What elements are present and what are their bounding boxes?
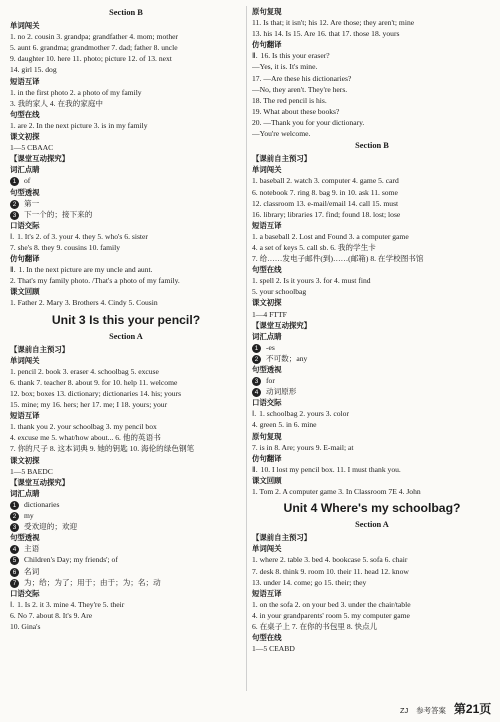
answer-line	[252, 61, 492, 72]
unit-title: Unit 3 Is this your pencil?	[51, 312, 201, 327]
answer-text: 4. a set of keys 5. call sb. 6. 我的学生卡	[252, 242, 376, 252]
answer-text: 1. are 2. In the next picture 3. is in my family	[10, 120, 148, 130]
answer-text: 19. What about these books?	[252, 106, 340, 116]
number-badge: 1	[252, 344, 261, 353]
answer-text: 2. That's my family photo. /That's a photo of my family.	[10, 276, 180, 286]
answer-text: 1. schoolbag 2. yours 3. color	[259, 409, 349, 419]
subheading: 课文初探	[10, 132, 40, 142]
answer-line	[10, 264, 242, 275]
answer-line	[10, 53, 242, 64]
answer-text: 1. It's 2. of 3. your 4. they 5. who's 6. sister	[17, 231, 148, 241]
number-badge: 1	[10, 501, 19, 510]
part-marker: Ⅰ.	[10, 231, 15, 241]
answer-line	[252, 209, 492, 220]
answer-line	[252, 84, 492, 95]
answer-text: 1—5 CBAAC	[10, 143, 54, 153]
answer-line	[252, 198, 492, 209]
answer-text: dictionaries	[24, 499, 60, 509]
section-heading: Section A	[109, 331, 143, 341]
answer-text: —No, they aren't. They're hers.	[252, 84, 348, 94]
answer-line	[10, 521, 242, 532]
subheading: 词汇点睛	[252, 331, 282, 341]
answer-text: 1. where 2. table 3. bed 4. bookcase 5. sofa 6. chair	[252, 555, 408, 565]
answer-line	[10, 599, 242, 610]
subheading: 句型透视	[252, 365, 282, 374]
answer-text: 为；给；为了；用于；由于；为；名；动	[24, 577, 161, 587]
subheading: 仿句翻译	[10, 254, 40, 264]
answer-line	[252, 175, 492, 186]
answer-text: for	[266, 376, 275, 386]
answer-text: 1. thank you 2. your schoolbag 3. my pencil box	[10, 422, 157, 432]
answer-line	[10, 577, 242, 588]
answer-text: 主语	[24, 544, 40, 554]
answer-text: 1. no 2. cousin 3. grandpa; grandfather 4. mom; mother	[10, 32, 179, 42]
subheading: 句型在线	[10, 109, 40, 119]
answer-line	[252, 353, 492, 364]
answer-line	[10, 142, 242, 153]
answer-text: 18. The red pencil is his.	[252, 95, 327, 105]
answer-text: 1—5 BAEDC	[10, 466, 53, 476]
section-heading: Section B	[355, 141, 389, 151]
subheading: 短语互译	[252, 588, 282, 598]
answer-line	[10, 610, 242, 621]
answer-text: -es	[266, 342, 275, 352]
answer-text: —You're welcome.	[252, 129, 311, 139]
answer-line	[252, 275, 492, 286]
answer-text: 7. desk 8. think 9. room 10. their 11. head 12. know	[252, 566, 409, 576]
subheading: 句型在线	[252, 265, 282, 275]
answer-text: 16. Is this your eraser?	[260, 51, 330, 61]
answer-text: 7. she's 8. they 9. cousins 10. family	[10, 242, 120, 252]
answer-text: 4. green 5. in 6. mine	[252, 420, 317, 430]
subheading: 口语交际	[10, 220, 40, 230]
answer-line	[252, 187, 492, 198]
answer-text: 6. thank 7. teacher 8. about 9. for 10. help 11. welcome	[10, 377, 178, 387]
answer-text: 10. I lost my pencil box. 11. I must thank you.	[260, 464, 401, 474]
answer-line	[252, 610, 492, 621]
answer-line	[10, 621, 242, 632]
subheading: 口语交际	[252, 398, 282, 408]
answer-text: 10. Gina's	[10, 621, 41, 631]
number-badge: 3	[252, 377, 261, 386]
subheading: 【课堂互动探究】	[10, 477, 70, 487]
answer-line	[10, 275, 242, 286]
answer-line	[252, 17, 492, 28]
answer-text: 7. 给……发电子邮件(到)……(邮箱) 8. 在学校图书馆	[252, 254, 424, 264]
answer-line	[252, 95, 492, 106]
answer-line	[252, 621, 492, 632]
number-badge: 4	[252, 388, 261, 397]
answer-text: 7. is in 8. Are; yours 9. E-mail; at	[252, 442, 354, 452]
answer-line	[252, 464, 492, 475]
answer-line	[252, 106, 492, 117]
answer-line	[252, 309, 492, 320]
answer-line	[252, 486, 492, 497]
answer-text: 12. box; boxes 13. dictionary; dictionaries 14. his; yours	[10, 389, 182, 398]
subheading: 短语互译	[10, 411, 40, 421]
answer-text: 1—4 FTTF	[252, 309, 287, 319]
answer-text: 4. in your grandparents' room 5. my computer game	[252, 610, 410, 620]
subheading: 课文初探	[252, 298, 282, 308]
answer-line	[10, 432, 242, 443]
subheading: 单词闯关	[252, 544, 282, 554]
subheading: 【课前自主预习】	[252, 533, 312, 543]
answer-text: 受欢迎的；欢迎	[24, 522, 78, 532]
answer-line	[10, 377, 242, 388]
answer-line	[10, 443, 242, 454]
answer-text: 1. baseball 2. watch 3. computer 4. game 5. card	[252, 176, 399, 186]
number-badge: 6	[10, 568, 19, 577]
answer-line	[10, 42, 242, 53]
number-badge: 2	[252, 355, 261, 364]
footer-label: 参考答案	[416, 706, 446, 715]
number-badge: 2	[10, 200, 19, 209]
answer-text: 6. No 7. about 8. It's 9. Are	[10, 610, 93, 620]
subheading: 【课堂互动探究】	[252, 320, 312, 330]
subheading: 【课前自主预习】	[252, 154, 312, 164]
answer-line	[10, 543, 242, 554]
answer-text: 名词	[24, 566, 40, 576]
answer-line	[252, 566, 492, 577]
answer-line	[10, 466, 242, 477]
answer-line	[10, 566, 242, 577]
answer-line	[10, 120, 242, 131]
page-number: 第21页	[453, 702, 492, 716]
answer-text: 1. Tom 2. A computer game 3. In Classroom 7E 4. John	[252, 487, 421, 497]
answer-text: 3. 我的家人 4. 在我的家庭中	[10, 98, 104, 108]
part-marker: Ⅱ.	[10, 265, 16, 275]
answer-line	[10, 209, 242, 220]
subheading: 词汇点睛	[10, 488, 40, 498]
part-marker: Ⅱ.	[252, 51, 258, 61]
number-badge: 3	[10, 523, 19, 532]
subheading: 单词闯关	[252, 165, 282, 175]
subheading: 单词闯关	[10, 21, 40, 31]
answer-line	[252, 375, 492, 386]
subheading: 原句复现	[252, 431, 282, 441]
answer-line	[252, 419, 492, 430]
answer-line	[252, 231, 492, 242]
subheading: 课文初探	[10, 455, 40, 465]
answer-line	[10, 554, 242, 565]
answer-line	[252, 442, 492, 453]
part-marker: Ⅰ.	[252, 409, 257, 419]
answer-text: 不可数；any	[266, 353, 308, 363]
number-badge: 4	[10, 545, 19, 554]
answer-line	[10, 510, 242, 521]
answer-line	[252, 643, 492, 654]
answer-line	[252, 286, 492, 297]
answer-text: 20. —Thank you for your dictionary.	[252, 117, 365, 127]
subheading: 课文回顾	[10, 287, 40, 297]
answer-text: 动词原形	[266, 387, 297, 397]
answer-text: 7. 你的尺子 8. 这本词典 9. 她的钥匙 10. 海伦的绿色钢笔	[10, 444, 195, 454]
column-divider	[246, 6, 247, 691]
section-heading: Section B	[109, 8, 143, 17]
answer-text: 1. In the next picture are my uncle and aunt.	[18, 265, 153, 275]
subheading: 【课前自主预习】	[10, 344, 70, 354]
answer-text: 9. daughter 10. here 11. photo; picture 12. of 13. next	[10, 54, 172, 64]
footer-code: ZJ	[400, 706, 409, 715]
unit-title: Unit 4 Where's my schoolbag?	[283, 501, 461, 516]
number-badge: 3	[10, 211, 19, 220]
subheading: 词汇点睛	[10, 165, 40, 175]
number-badge: 5	[10, 556, 19, 565]
answer-line	[252, 386, 492, 397]
answer-line	[10, 87, 242, 98]
answer-text: 1. on the sofa 2. on your bed 3. under the chair/table	[252, 599, 411, 609]
answer-text: my	[24, 511, 34, 521]
answer-text: 13. under 14. come; go 15. their; they	[252, 577, 367, 587]
answer-line	[252, 28, 492, 39]
answer-text: Children's Day; my friends'; of	[24, 555, 118, 565]
answer-line	[10, 64, 242, 75]
answer-text: 15. mine; my 16. hers; her 17. me; I 18. yours; your	[10, 400, 168, 410]
part-marker: Ⅰ.	[10, 599, 15, 609]
answer-text: 1. in the first photo 2. a photo of my family	[10, 87, 142, 97]
answer-line	[252, 342, 492, 353]
answer-line	[10, 31, 242, 42]
answer-line	[252, 50, 492, 61]
answer-text: 6. 在桌子上 7. 在你的书包里 8. 快点儿	[252, 621, 378, 631]
answer-text: 1. Is 2. it 3. mine 4. They're 5. their	[17, 599, 125, 609]
answer-text: 11. Is that; it isn't; his 12. Are those; they aren't; mine	[252, 18, 415, 28]
answer-text: 12. classroom 13. e-mail/email 14. call 15. must	[252, 198, 399, 208]
answer-line	[252, 408, 492, 419]
number-badge: 7	[10, 579, 19, 588]
right-column	[252, 6, 492, 654]
answer-text: 第一	[24, 198, 40, 208]
answer-text: 5. your schoolbag	[252, 287, 307, 297]
answer-line	[10, 242, 242, 253]
answer-text: 14. girl 15. dog	[10, 65, 57, 75]
answer-line	[252, 599, 492, 610]
number-badge: 2	[10, 512, 19, 521]
answer-line	[252, 554, 492, 565]
subheading: 单词闯关	[10, 355, 40, 365]
answer-text: —Yes, it is. It's mine.	[252, 62, 318, 72]
answer-text: 13. his 14. Is 15. Are 16. that 17. those 18. yours	[252, 29, 400, 39]
subheading: 句型在线	[252, 633, 282, 643]
answer-line	[252, 577, 492, 588]
page-footer	[400, 700, 491, 717]
answer-line	[10, 198, 242, 209]
subheading: 课文回顾	[252, 475, 282, 485]
answer-text: 1. pencil 2. book 3. eraser 4. schoolbag 5. excuse	[10, 366, 159, 376]
answer-text: 4. excuse me 5. what/how about... 6. 他的英语书	[10, 433, 161, 443]
answer-line	[252, 73, 492, 84]
answer-line	[10, 231, 242, 242]
left-column	[10, 6, 242, 632]
answer-text: 16. library; libraries 17. find; found 18. lost; lose	[252, 209, 401, 219]
answer-line	[10, 499, 242, 510]
answer-text: 1—5 CEABD	[252, 644, 295, 654]
answer-line	[10, 98, 242, 109]
answer-line	[10, 399, 242, 410]
answer-line	[10, 175, 242, 186]
answer-line	[10, 421, 242, 432]
answer-text: 下一个的；接下来的	[24, 209, 93, 219]
answer-text: 1. a baseball 2. Lost and Found 3. a computer game	[252, 231, 409, 241]
answer-line	[10, 366, 242, 377]
answer-line	[252, 253, 492, 264]
answer-line	[252, 117, 492, 128]
answer-line	[252, 128, 492, 139]
number-badge: 1	[10, 177, 19, 186]
section-heading: Section A	[355, 520, 389, 530]
subheading: 原句复现	[252, 7, 282, 16]
subheading: 句型透视	[10, 533, 40, 543]
answer-text: 1. spell 2. Is it yours 3. for 4. must find	[252, 276, 371, 286]
subheading: 短语互译	[10, 76, 40, 86]
answer-text: 6. notebook 7. ring 8. bag 9. in 10. ask 11. some	[252, 187, 398, 197]
subheading: 仿句翻译	[252, 40, 282, 50]
answer-text: 1. Father 2. Mary 3. Brothers 4. Cindy 5. Cousin	[10, 298, 158, 308]
answer-text: of	[24, 176, 31, 186]
subheading: 句型透视	[10, 187, 40, 197]
subheading: 仿句翻译	[252, 453, 282, 463]
subheading: 短语互译	[252, 220, 282, 230]
answer-text: 5. aunt 6. grandma; grandmother 7. dad; father 8. uncle	[10, 43, 178, 53]
part-marker: Ⅱ.	[252, 464, 258, 474]
subheading: 口语交际	[10, 588, 40, 598]
subheading: 【课堂互动探究】	[10, 154, 70, 164]
answer-line	[10, 388, 242, 399]
answer-text: 17. —Are these his dictionaries?	[252, 73, 352, 83]
answer-line	[252, 242, 492, 253]
answer-line	[10, 297, 242, 308]
